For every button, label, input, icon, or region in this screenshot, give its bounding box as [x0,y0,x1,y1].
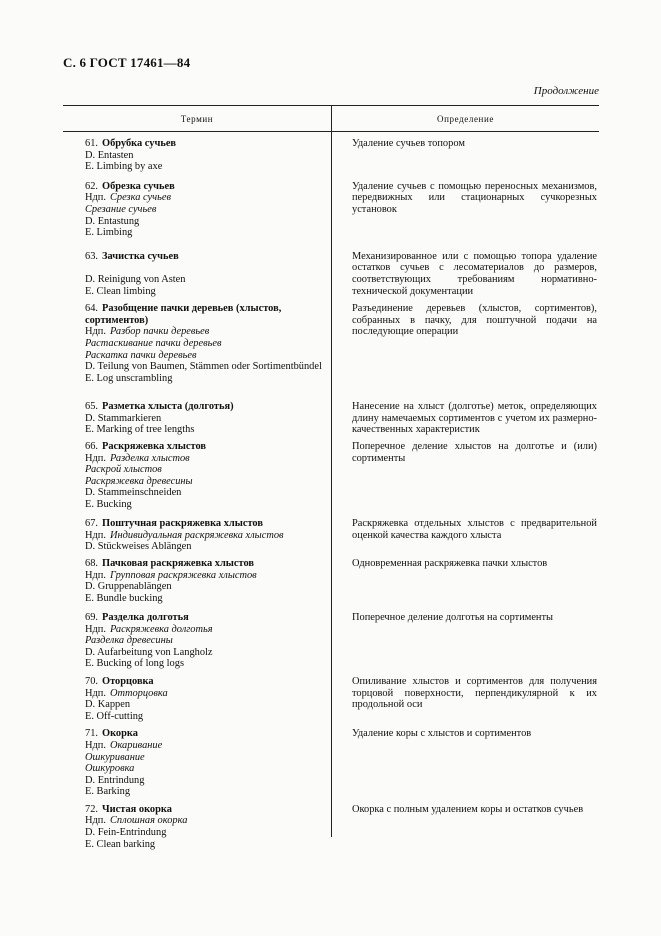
not-allowed-label: Ндп. [85,452,106,464]
term-english: E. Clean barking [85,838,156,850]
not-allowed-label: Ндп. [85,687,106,699]
table-row [63,297,599,395]
definition-cell: Удаление сучьев топором [352,138,465,149]
term-synonym: Ошкуривание [85,751,145,763]
term-number: 64. [85,303,98,315]
definition-cell: Одновременная раскряжевка пачки хлыстов [352,557,548,569]
term-synonym: Сплошная окорка [109,815,188,827]
term-russian: Обрубка сучьев [102,138,177,149]
term-synonym: Групповая раскряжевка хлыстов [109,569,257,581]
term-number: 63. [85,250,98,262]
term-title-line [85,251,325,263]
term-synonym: Индивидуальная раскряжевка хлыстов [109,529,284,541]
term-german: D. Stückweises Ablängen [85,541,192,553]
table-row [63,798,599,850]
term-cell [63,804,331,850]
table-row [63,173,599,243]
column-header-term: Термин [63,106,332,131]
term-number: 69. [85,611,98,623]
term-german: D. Aufarbeitung von Langholz [85,646,213,658]
term-title-line [85,676,325,688]
synonym-line [85,192,325,204]
not-allowed-label: Ндп. [85,623,106,635]
term-russian: Разметка хлыста (долготья) [102,401,234,413]
term-title-line [85,518,325,530]
term-russian: Поштучная раскряжевка хлыстов [102,517,263,529]
term-synonym: Ошкуровка [85,763,135,775]
not-allowed-label: Ндп. [85,569,106,581]
term-cell [63,441,331,514]
term-german: D. Entasten [85,149,134,161]
table-row [63,554,599,606]
synonym-line [85,752,325,764]
term-number: 71. [85,728,98,740]
table-row [63,243,599,297]
term-title-line [85,441,325,453]
term-synonym: Раскряжевка долготья [109,623,213,635]
definition-cell: Опиливание хлыстов и сортиментов для получения торцовой поверхности, перпендикулярной к их продольной оси [352,675,597,711]
term-english: E. Marking of tree lengths [85,424,195,436]
term-title-line [85,558,325,570]
synonym-line [85,338,325,350]
term-title-line [85,804,325,816]
synonym-line [85,530,325,542]
column-header-definition: Определение [437,113,494,124]
term-number: 67. [85,517,98,529]
definition-cell: Поперечное деление хлыстов на долготье и (или) сортименты [352,440,597,464]
term-english: E. Limbing [85,227,133,239]
term-cell [63,303,331,395]
synonym-line [85,350,325,362]
page-title: С. 6 ГОСТ 17461—84 [63,55,191,70]
term-russian: Пачковая раскряжевка хлыстов [102,557,255,569]
term-title-line [85,181,325,193]
term-synonym: Срезка сучьев [109,192,171,204]
term-number: 72. [85,803,98,815]
term-english: E. Off-cutting [85,710,144,722]
term-russian: Раскряжевка хлыстов [102,440,207,452]
definition-cell: Нанесение на хлыст (долготье) меток, определяющих длину намечаемых сортиментов с учетом их размерно-качественных характеристик [352,401,597,436]
definition-cell: Разъединение деревьев (хлыстов, сортиментов), собранных в пачку, для поштучной подачи на последующие операции [352,303,597,338]
term-number: 68. [85,557,98,569]
term-synonym: Раскряжевка древесины [85,475,193,487]
term-cell [63,181,331,243]
terms-table [63,105,599,850]
term-synonym: Отторцовка [109,687,168,699]
term-german: D. Fein-Entrindung [85,827,167,839]
synonym-line [85,635,325,647]
term-english: E. Barking [85,786,131,798]
term-german: D. Teilung von Baumen, Stämmen oder Sortimentbündel [85,361,322,373]
not-allowed-label: Ндп. [85,326,106,338]
term-synonym: Разделка древесины [85,635,173,647]
term-german: D. Stammeinschneiden [85,487,182,499]
table-row [63,514,599,554]
term-title-line [85,612,325,624]
synonym-line [85,763,325,775]
term-synonym: Окаривание [109,739,163,751]
term-russian: Окорка [102,728,138,740]
continuation-label: Продолжение [533,85,599,97]
term-title-line [85,728,325,740]
term-russian: Разобщение пачки деревьев (хлыстов, сортиментов) [85,303,282,326]
table-header [63,105,599,132]
term-cell [63,612,331,670]
term-english: E. Bucking of long logs [85,658,184,670]
term-number: 62. [85,180,98,192]
synonym-line [85,326,325,338]
definition-cell: Окорка с полным удалением коры и остатков сучьев [352,803,584,815]
term-russian: Зачистка сучьев [102,250,179,262]
definition-cell: Механизированное или с помощью топора удаление остатков сучьев с лесоматериалов до размеров, соответствующих требованиям нормативно-технической документации [352,250,597,297]
term-german: D. Entastung [85,215,140,227]
term-cell [63,676,331,722]
term-title-line [85,138,325,150]
synonym-line [85,740,325,752]
definition-cell: Удаление коры с хлыстов и сортиментов [352,728,532,740]
term-cell [63,518,331,554]
term-synonym: Растаскивание пачки деревьев [85,337,222,349]
term-german: D. Stammarkieren [85,412,162,424]
table-body [63,132,599,850]
table-row [63,722,599,798]
term-cell [63,138,331,173]
definition-cell: Поперечное деление долготья на сортименты [352,611,554,623]
term-number: 61. [85,138,98,149]
synonym-line [85,570,325,582]
synonym-line [85,476,325,488]
synonym-line [85,453,325,465]
definition-cell: Удаление сучьев с помощью переносных механизмов, передвижных или стационарных сучкорезных установок [352,180,597,215]
table-row [63,606,599,670]
term-number: 66. [85,440,98,452]
term-english: E. Log unscrambling [85,372,173,384]
table-row [63,670,599,722]
not-allowed-label: Ндп. [85,192,106,204]
synonym-line [85,204,325,216]
not-allowed-label: Ндп. [85,739,106,751]
term-synonym: Раскрой хлыстов [85,464,162,476]
term-cell [63,251,331,297]
synonym-line [85,464,325,476]
term-german: D. Entrindung [85,774,145,786]
term-cell [63,728,331,798]
synonym-line [85,624,325,636]
term-synonym: Разделка хлыстов [109,452,190,464]
synonym-line [85,815,325,827]
term-cell [63,401,331,436]
not-allowed-label: Ндп. [85,529,106,541]
term-synonym: Раскатка пачки деревьев [85,349,197,361]
table-row [63,436,599,514]
term-english: E. Clean limbing [85,285,156,297]
term-english: E. Bucking [85,498,132,510]
definition-cell: Раскряжевка отдельных хлыстов с предварительной оценкой качества каждого хлыста [352,517,597,541]
term-russian: Разделка долготья [102,611,189,623]
term-number: 70. [85,675,98,687]
term-synonym: Разбор пачки деревьев [109,326,210,338]
term-english: E. Bundle bucking [85,592,163,604]
synonym-line [85,688,325,700]
term-synonym: Срезание сучьев [85,203,157,215]
term-cell [63,558,331,606]
table-row [63,395,599,436]
term-german: D. Gruppenablängen [85,581,172,593]
term-number: 65. [85,401,98,413]
not-allowed-label: Ндп. [85,815,106,827]
spacer [85,262,325,274]
term-title-line [85,303,325,326]
term-german: D. Kappen [85,699,131,711]
term-german: D. Reinigung von Asten [85,273,186,285]
table-row [63,132,599,173]
term-russian: Обрезка сучьев [102,180,175,192]
term-english: E. Limbing by axe [85,161,163,173]
term-russian: Оторцовка [102,675,154,687]
term-russian: Чистая окорка [102,803,172,815]
term-title-line [85,401,325,413]
